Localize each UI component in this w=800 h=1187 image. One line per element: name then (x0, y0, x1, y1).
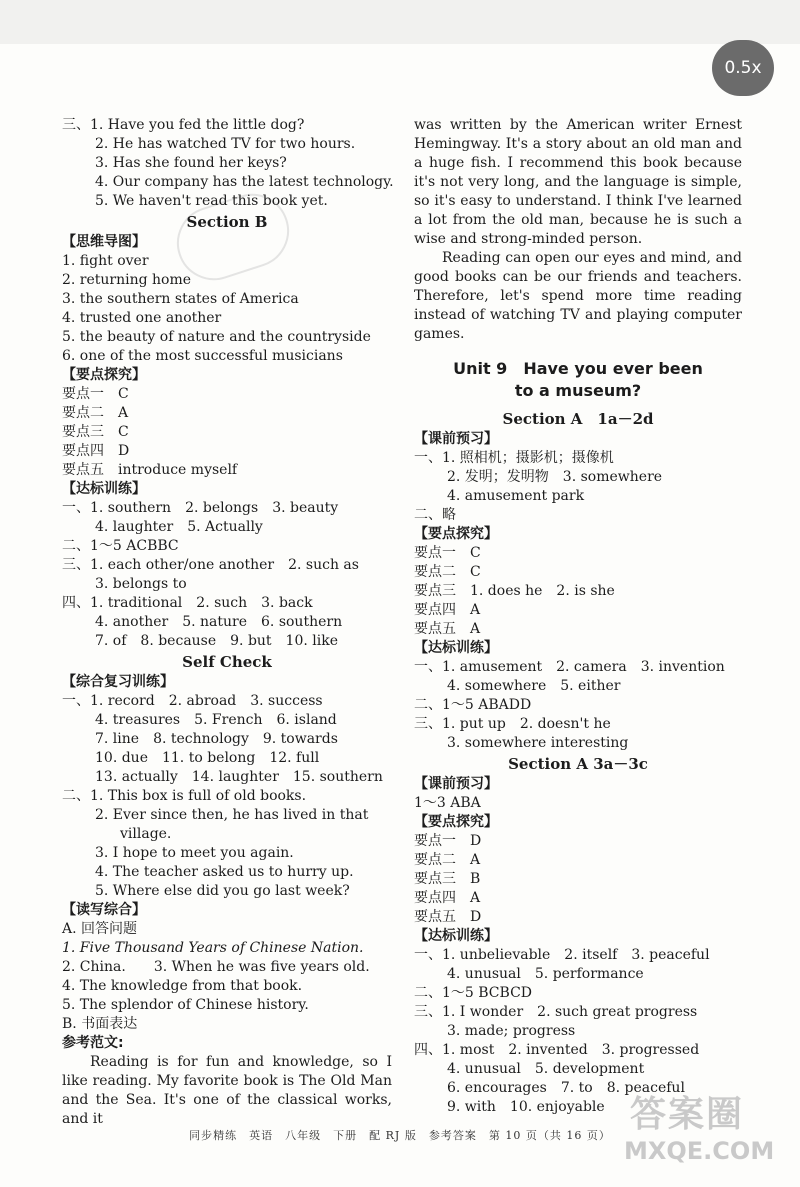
answer-line: 3. belongs to (95, 576, 187, 592)
answer-line: 6. one of the most successful musicians (62, 348, 343, 364)
answer-line: 要点四 A (414, 602, 481, 618)
section-heading: 【读写综合】 (62, 902, 146, 918)
answer-line: 2. returning home (62, 272, 192, 288)
answer-line: 6. encourages 7. to 8. peaceful (447, 1080, 685, 1096)
answer-line: 二、1～5 ACBBC (62, 538, 179, 554)
answer-line: 要点一 C (62, 386, 129, 402)
answer-line: 一、1. amusement 2. camera 3. invention (414, 659, 725, 675)
section-heading: 【要点探究】 (414, 814, 498, 830)
answer-line: 5. We haven't read this book yet. (95, 193, 328, 209)
answer-line: 二、1～5 BCBCD (414, 985, 533, 1001)
answer-line: 5. the beauty of nature and the countryside (62, 329, 371, 345)
section-title: Section A 3a－3c (508, 755, 648, 773)
answer-line: 二、1. This box is full of old books. (62, 788, 307, 804)
answer-line: 一、1. record 2. abroad 3. success (62, 693, 323, 709)
answer-line: 3. made; progress (447, 1023, 576, 1039)
watermark-url: MXQE.COM (624, 1137, 775, 1165)
answer-line: 7. of 8. because 9. but 10. like (95, 633, 338, 649)
answer-line: 要点一 D (414, 833, 482, 849)
answer-line: 要点三 1. does he 2. is she (414, 583, 615, 599)
essay-paragraph: Reading is for fun and knowledge, so I like reading. My favorite book is The Old Man and the Sea. It's one of the classical works, and it (62, 1054, 392, 1127)
answer-line: 三、1. put up 2. doesn't he (414, 716, 611, 732)
section-heading: 【思维导图】 (62, 234, 146, 250)
right-column (414, 116, 742, 1117)
answer-line: 3. I hope to meet you again. (95, 845, 294, 861)
section-heading: 【达标训练】 (414, 928, 498, 944)
answer-line: 13. actually 14. laughter 15. southern (95, 769, 383, 785)
answer-line: 4. laughter 5. Actually (95, 519, 263, 535)
answer-line: 2. 发明；发明物 3. somewhere (447, 469, 663, 485)
section-heading: 【综合复习训练】 (62, 674, 174, 690)
section-title: Section A 1a－2d (502, 410, 654, 428)
section-heading: 【课前预习】 (414, 776, 498, 792)
answer-line: 三、1. Have you fed the little dog? (62, 117, 305, 133)
answer-line: 9. with 10. enjoyable (447, 1099, 605, 1115)
answer-line: 4. somewhere 5. either (447, 678, 621, 694)
answer-line: 1. fight over (62, 253, 149, 269)
answer-line: 要点三 C (62, 424, 129, 440)
essay-paragraph: Reading can open our eyes and mind, and good books can be our friends and teachers. Therefore, let's spend more time reading instead of watching TV and playing computer games. (414, 250, 742, 342)
answer-line: 5. The splendor of Chinese history. (62, 997, 309, 1013)
answer-line: 4. unusual 5. performance (447, 966, 644, 982)
answer-line: B. 书面表达 (62, 1016, 138, 1032)
answer-line: 2. Ever since then, he has lived in that (95, 807, 369, 823)
answer-line: 3. the southern states of America (62, 291, 299, 307)
answer-line: 1～3 ABA (414, 795, 481, 811)
answer-line: 要点四 A (414, 890, 481, 906)
essay-paragraph: was written by the American writer Ernest Hemingway. It's a story about an old man and a huge fish. I recommend this book because it's not very long, and the language is simple, so it's easy to understand. I think I've learned a lot from the old man, because he is such a wise and strong-minded person. (414, 117, 742, 247)
answer-line: 要点五 A (414, 621, 481, 637)
unit-title (414, 358, 742, 402)
playback-speed-button[interactable]: 0.5x (712, 40, 774, 96)
answer-line: 三、1. I wonder 2. such great progress (414, 1004, 698, 1020)
answer-line: 一、1. southern 2. belongs 3. beauty (62, 500, 339, 516)
answer-line: 7. line 8. technology 9. towards (95, 731, 338, 747)
answer-line: 要点四 D (62, 443, 130, 459)
answer-line: 4. amusement park (447, 488, 585, 504)
answer-line: 4. Our company has the latest technology. (95, 174, 394, 190)
answer-line: 4. The teacher asked us to hurry up. (95, 864, 354, 880)
answer-line: 一、1. unbelievable 2. itself 3. peaceful (414, 947, 710, 963)
answer-line: 2. China. 3. When he was five years old. (62, 959, 370, 975)
answer-line: 一、1. 照相机；摄影机；摄像机 (414, 450, 614, 466)
answer-line: 四、1. traditional 2. such 3. back (62, 595, 313, 611)
answer-line: 5. Where else did you go last week? (95, 883, 350, 899)
answer-line: 4. The knowledge from that book. (62, 978, 303, 994)
answer-line: 3. Has she found her keys? (95, 155, 287, 171)
section-title: Section B (186, 213, 268, 231)
answer-line: 4. trusted one another (62, 310, 222, 326)
answer-line: 3. somewhere interesting (447, 735, 629, 751)
section-title: Self Check (182, 653, 272, 671)
section-heading: 【要点探究】 (62, 367, 146, 383)
sample-label: 参考范文: (62, 1035, 124, 1051)
answer-line: 要点二 A (62, 405, 129, 421)
answer-line: 要点一 C (414, 545, 481, 561)
answer-line: 4. unusual 5. development (447, 1061, 645, 1077)
answer-line: 2. He has watched TV for two hours. (95, 136, 356, 152)
answer-line: village. (120, 826, 172, 842)
answer-line: 要点三 B (414, 871, 481, 887)
answer-line: 4. treasures 5. French 6. island (95, 712, 337, 728)
top-bar (0, 0, 800, 44)
answer-line: A. 回答问题 (62, 921, 138, 937)
answer-line: 三、1. each other/one another 2. such as (62, 557, 359, 573)
answer-line: 要点五 introduce myself (62, 462, 238, 478)
answer-line: 二、1～5 ABADD (414, 697, 532, 713)
answer-line: 要点二 C (414, 564, 481, 580)
answer-line: 4. another 5. nature 6. southern (95, 614, 343, 630)
section-heading: 【课前预习】 (414, 431, 498, 447)
answer-line: 二、略 (414, 507, 456, 523)
watermark-logo (596, 1086, 786, 1184)
watermark-text: 答案圈 (630, 1094, 745, 1135)
page-footer: 同步精练 英语 八年级 下册 配 RJ 版 参考答案 第 10 页（共 16 页） (189, 1129, 611, 1142)
answer-line: 10. due 11. to belong 12. full (95, 750, 320, 766)
answer-line: 要点二 A (414, 852, 481, 868)
section-heading: 【达标训练】 (62, 481, 146, 497)
answer-line: 要点五 D (414, 909, 482, 925)
answer-line: 四、1. most 2. invented 3. progressed (414, 1042, 700, 1058)
section-heading: 【要点探究】 (414, 526, 498, 542)
unit-title-line: Unit 9 Have you ever been (453, 359, 703, 378)
answer-line: 1. Five Thousand Years of Chinese Nation. (62, 940, 364, 956)
left-column (62, 116, 392, 1129)
unit-title-line: to a museum? (514, 381, 642, 400)
section-heading: 【达标训练】 (414, 640, 498, 656)
